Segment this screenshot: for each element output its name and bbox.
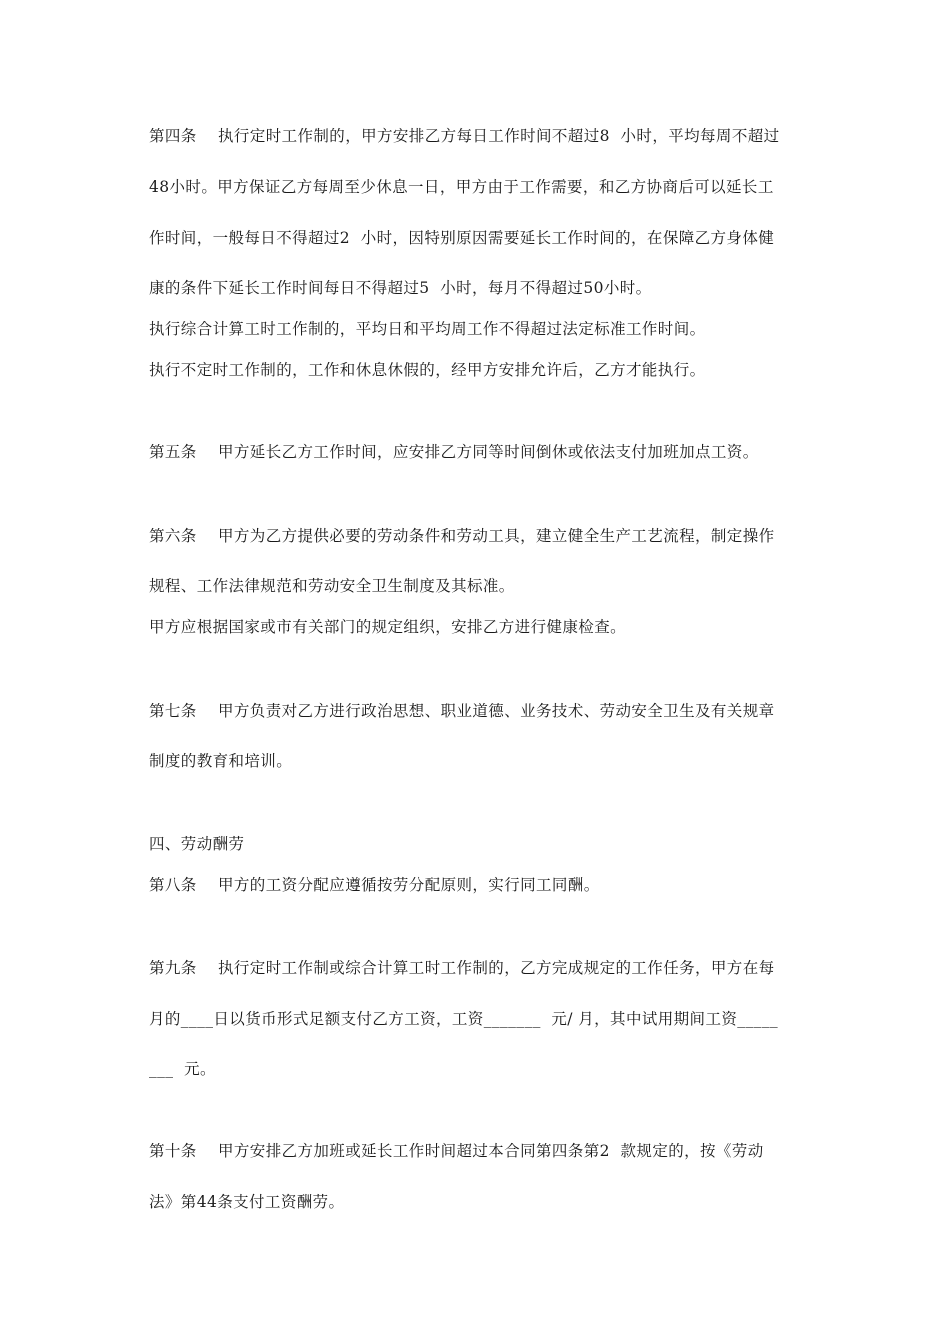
- article-9-line-1: 第九条 执行定时工作制或综合计算工时工作制的，乙方完成规定的工作任务，甲方在每: [149, 959, 775, 977]
- article-7-line-1: 第七条 甲方负责对乙方进行政治思想、职业道德、业务技术、劳动安全卫生及有关规章: [149, 702, 775, 720]
- article-4-line-5: 执行综合计算工时工作制的，平均日和平均周工作不得超过法定标准工作时间。: [149, 320, 706, 338]
- article-4-line-3: 作时间，一般每日不得超过2 小时，因特别原因需要延长工作时间的，在保障乙方身体健: [149, 229, 775, 247]
- article-4-line-1: 第四条 执行定时工作制的，甲方安排乙方每日工作时间不超过8 小时，平均每周不超过: [149, 127, 780, 145]
- article-10-line-1: 第十条 甲方安排乙方加班或延长工作时间超过本合同第四条第2 款规定的，按《劳动: [149, 1142, 764, 1160]
- article-4-line-4: 康的条件下延长工作时间每日不得超过5 小时，每月不得超过50小时。: [149, 279, 652, 297]
- article-4-line-6: 执行不定时工作制的，工作和休息休假的，经甲方安排允许后，乙方才能执行。: [149, 361, 706, 379]
- article-4-line-2: 48小时。甲方保证乙方每周至少休息一日，甲方由于工作需要，和乙方协商后可以延长工: [149, 178, 774, 196]
- article-5-line-1: 第五条 甲方延长乙方工作时间，应安排乙方同等时间倒休或依法支付加班加点工资。: [149, 443, 759, 461]
- article-9-line-3: ___ 元。: [149, 1060, 216, 1078]
- article-9-line-2: 月的____日以货币形式足额支付乙方工资，工资_______ 元/ 月，其中试用期间工资_____: [149, 1010, 779, 1028]
- article-6-line-2: 规程、工作法律规范和劳动安全卫生制度及其标准。: [149, 577, 515, 595]
- article-8-line-1: 第八条 甲方的工资分配应遵循按劳分配原则，实行同工同酬。: [149, 876, 600, 894]
- article-6-line-3: 甲方应根据国家或市有关部门的规定组织，安排乙方进行健康检查。: [149, 618, 627, 636]
- article-10-line-2: 法》第44条支付工资酬劳。: [149, 1193, 345, 1211]
- article-6-line-1: 第六条 甲方为乙方提供必要的劳动条件和劳动工具，建立健全生产工艺流程，制定操作: [149, 527, 775, 545]
- article-7-line-2: 制度的教育和培训。: [149, 752, 293, 770]
- section-heading: 四、劳动酬劳: [149, 835, 245, 853]
